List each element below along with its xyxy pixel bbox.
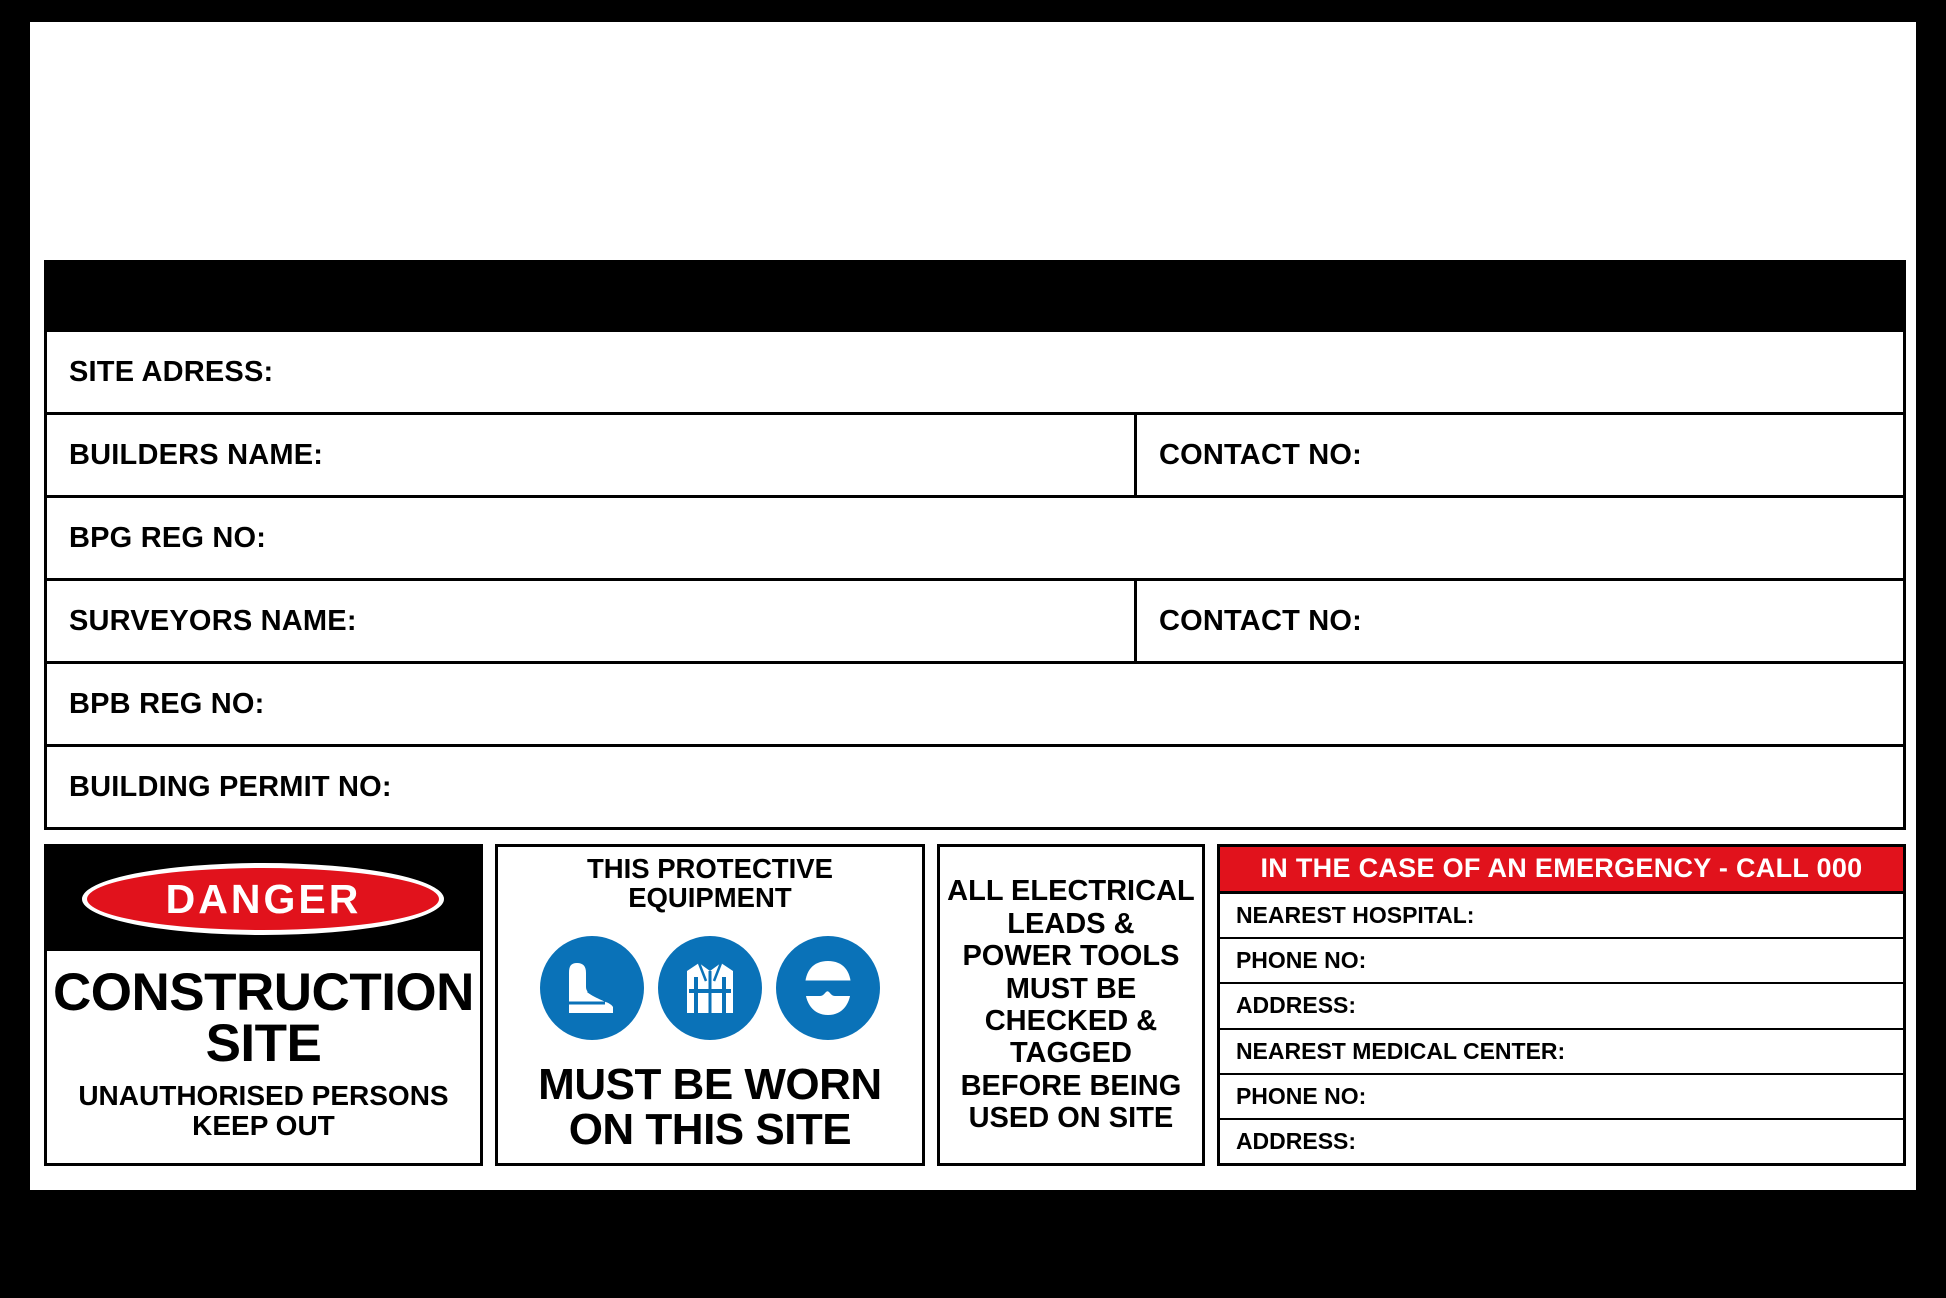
ppe-icon-row [540, 936, 880, 1040]
danger-panel [44, 844, 483, 1166]
label-bpg-reg-no: BPG REG NO: [69, 521, 267, 554]
danger-sub-line-2: KEEP OUT [192, 1109, 335, 1141]
ppe-bottom-line-1: MUST BE WORN [538, 1060, 882, 1110]
electrical-line-1: ALL ELECTRICAL [947, 875, 1195, 908]
danger-body [47, 951, 480, 1163]
electrical-text-block [947, 875, 1195, 1135]
label-builders-contact-no: CONTACT NO: [1159, 438, 1363, 471]
label-builders-name: BUILDERS NAME: [47, 415, 1137, 495]
electrical-panel [937, 844, 1205, 1166]
table-row-surveyors-name [47, 581, 1903, 664]
emergency-header: IN THE CASE OF AN EMERGENCY - CALL 000 [1220, 847, 1903, 894]
table-row-bpb-reg-no [47, 664, 1903, 747]
warning-panels-row [44, 844, 1906, 1166]
electrical-line-4: MUST BE [1005, 972, 1137, 1005]
site-details-table [44, 332, 1906, 830]
danger-header [47, 847, 480, 951]
electrical-line-7: BEFORE BEING [960, 1069, 1182, 1102]
danger-main-line-1: CONSTRUCTION [53, 962, 474, 1022]
label-building-permit-no: BUILDING PERMIT NO: [69, 770, 392, 803]
safety-boots-icon [540, 936, 644, 1040]
ppe-bottom-text [538, 1060, 882, 1155]
label-surveyors-contact-no: CONTACT NO: [1159, 604, 1363, 637]
danger-badge [82, 863, 444, 935]
electrical-line-5: CHECKED & [984, 1005, 1158, 1037]
label-surveyors-name: SURVEYORS NAME: [47, 581, 1137, 661]
safety-goggles-icon [776, 936, 880, 1040]
ppe-top-text: THIS PROTECTIVE EQUIPMENT [586, 853, 833, 913]
danger-main-line-2: SITE [205, 1013, 322, 1073]
emergency-row-nearest-hospital: NEAREST HOSPITAL: [1220, 894, 1903, 939]
hi-vis-vest-icon [658, 936, 762, 1040]
label-bpb-reg-no: BPB REG NO: [69, 687, 265, 720]
electrical-line-2: LEADS & [1007, 907, 1135, 940]
emergency-row-medical-phone: PHONE NO: [1220, 1075, 1903, 1120]
sign-title-bar [44, 260, 1906, 332]
electrical-line-6: TAGGED [1009, 1037, 1132, 1070]
danger-badge-label: DANGER [165, 875, 362, 922]
ppe-bottom-line-2: ON THIS SITE [568, 1105, 852, 1155]
emergency-panel [1217, 844, 1906, 1166]
bottom-black-band [0, 1190, 1946, 1298]
ppe-panel [495, 844, 925, 1166]
emergency-row-hospital-phone: PHONE NO: [1220, 939, 1903, 984]
electrical-line-3: POWER TOOLS [962, 940, 1180, 973]
label-site-address: SITE ADRESS: [69, 355, 274, 388]
danger-sub-line-1: UNAUTHORISED PERSONS [78, 1080, 449, 1112]
table-row-site-address [47, 332, 1903, 415]
emergency-row-medical-address: ADDRESS: [1235, 1127, 1357, 1154]
emergency-row-hospital-address: ADDRESS: [1220, 984, 1903, 1029]
table-row-bpg-reg-no [47, 498, 1903, 581]
electrical-line-8: USED ON SITE [968, 1102, 1174, 1135]
table-row-builders-name [47, 415, 1903, 498]
emergency-row-nearest-medical-center: NEAREST MEDICAL CENTER: [1220, 1030, 1903, 1075]
construction-site-sign [44, 260, 1906, 1166]
table-row-building-permit-no [47, 747, 1903, 827]
